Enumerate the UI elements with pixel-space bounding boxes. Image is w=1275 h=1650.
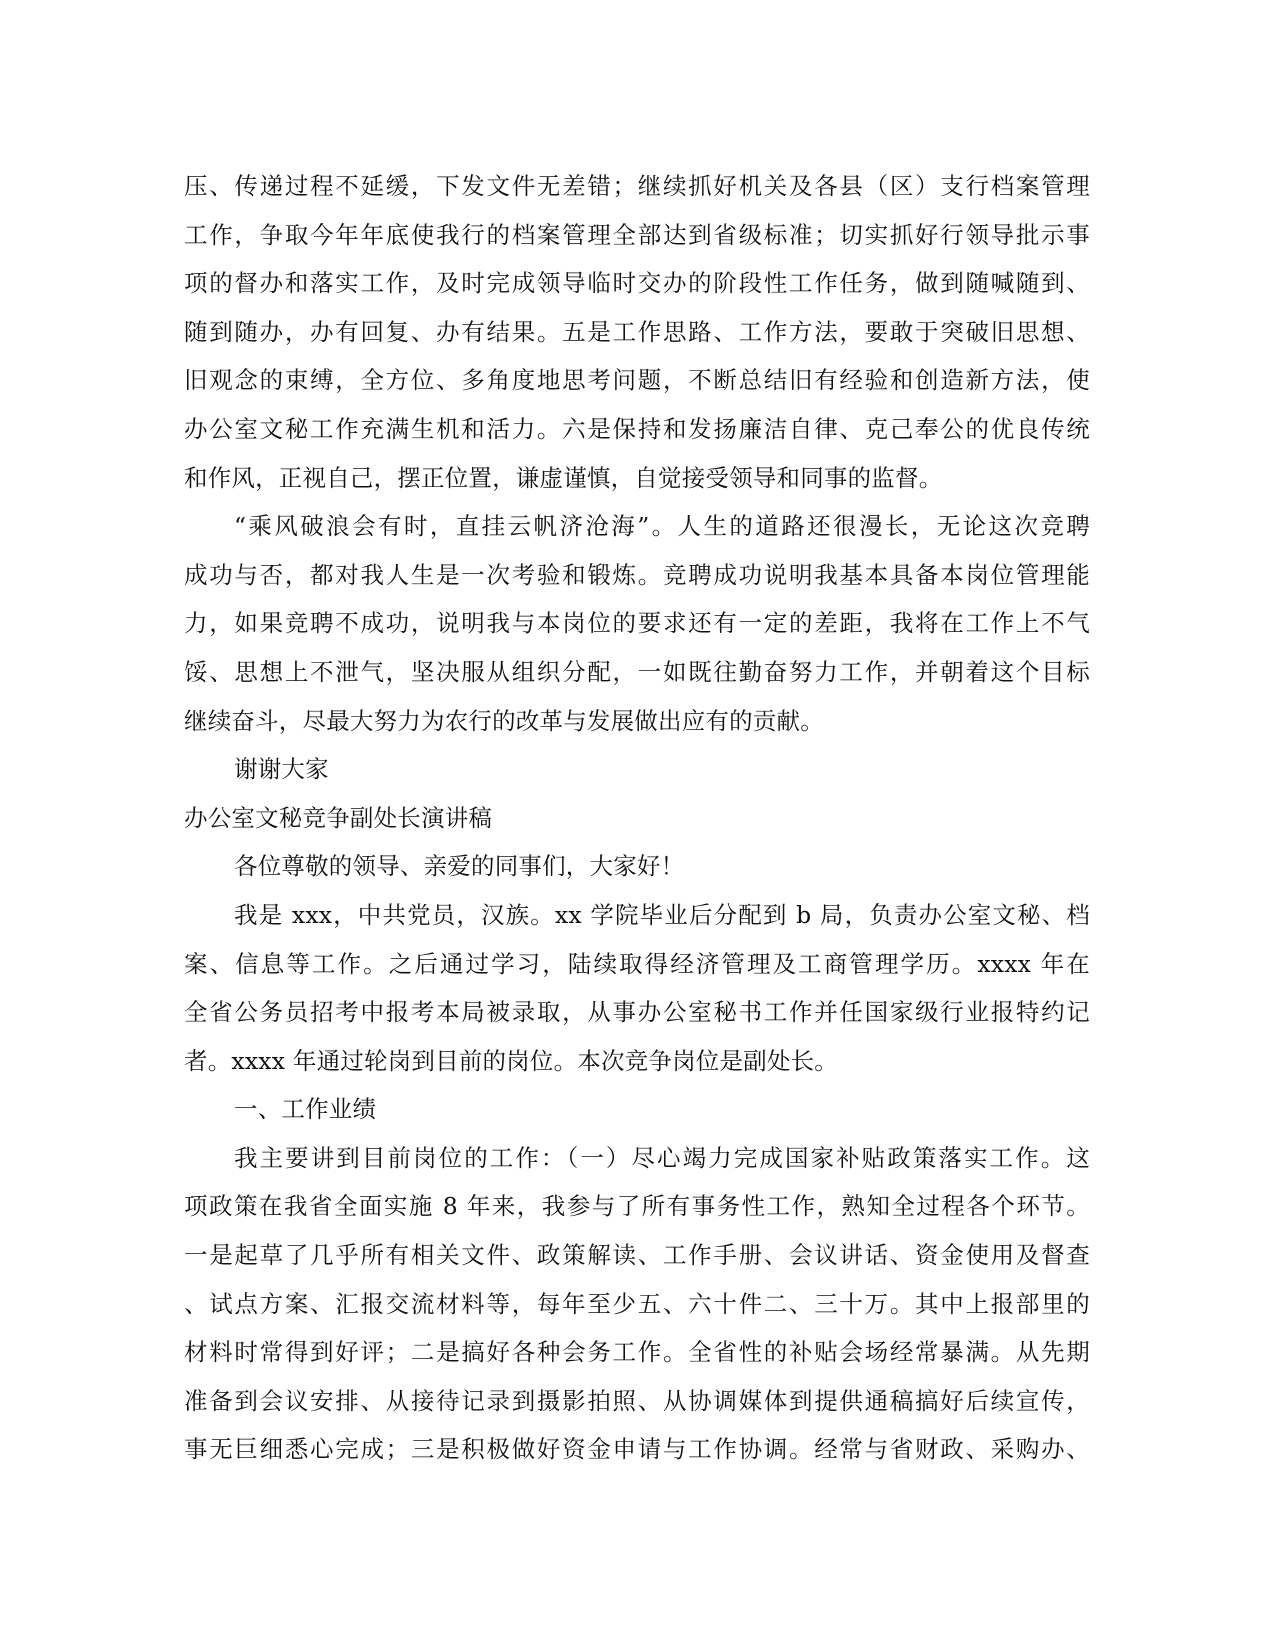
text-line: 工作，争取今年年底使我行的档案管理全部达到省级标准；切实抓好行领导批示事 [184, 220, 1090, 249]
text-line: 者。xxxx 年通过轮岗到目前的岗位。本次竞争岗位是副处长。 [184, 1046, 838, 1075]
text-line: 事无巨细悉心完成；三是积极做好资金申请与工作协调。经常与省财政、采购办、 [184, 1435, 1090, 1464]
text-line: 一是起草了几乎所有相关文件、政策解读、工作手册、会议讲话、资金使用及督查 [184, 1241, 1090, 1270]
text-line: 材料时常得到好评；二是搞好各种会务工作。全省性的补贴会场经常暴满。从先期 [184, 1338, 1090, 1367]
text-line: 项政策在我省全面实施 8 年来，我参与了所有事务性工作，熟知全过程各个环节。 [184, 1192, 1090, 1221]
text-line: 馁、思想上不泄气，坚决服从组织分配，一如既往勤奋努力工作，并朝着这个目标 [184, 657, 1090, 686]
text-line: 一、工作业绩 [234, 1095, 377, 1124]
text-line: 我主要讲到目前岗位的工作：（一）尽心竭力完成国家补贴政策落实工作。这 [234, 1143, 1090, 1172]
text-line: 成功与否，都对我人生是一次考验和锻炼。竞聘成功说明我基本具备本岗位管理能 [184, 560, 1090, 589]
text-line: 旧观念的束缚，全方位、多角度地思考问题，不断总结旧有经验和创造新方法，使 [184, 366, 1090, 395]
text-line: 谢谢大家 [234, 755, 329, 784]
text-line: 案、信息等工作。之后通过学习，陆续取得经济管理及工商管理学历。xxxx 年在 [184, 949, 1090, 978]
text-line: 、试点方案、汇报交流材料等，每年至少五、六十件二、三十万。其中上报部里的 [184, 1289, 1090, 1318]
text-line: 压、传递过程不延缓，下发文件无差错；继续抓好机关及各县（区）支行档案管理 [184, 172, 1090, 200]
document-body [184, 162, 1090, 1474]
text-line: 全省公务员招考中报考本局被录取，从事办公室秘书工作并任国家级行业报特约记 [184, 998, 1090, 1027]
text-line: “乘风破浪会有时，直挂云帆济沧海”。人生的道路还很漫长，无论这次竞聘 [234, 512, 1090, 541]
text-line: 和作风，正视自己，摆正位置，谦虚谨慎，自觉接受领导和同事的监督。 [184, 463, 943, 492]
text-line: 办公室文秘竞争副处长演讲稿 [184, 803, 493, 832]
text-line: 继续奋斗，尽最大努力为农行的改革与发展做出应有的贡献。 [184, 706, 824, 735]
text-line: 各位尊敬的领导、亲爱的同事们，大家好！ [234, 852, 685, 881]
text-line: 力，如果竞聘不成功，说明我与本岗位的要求还有一定的差距，我将在工作上不气 [184, 609, 1090, 638]
text-line: 我是 xxx，中共党员，汉族。xx 学院毕业后分配到 b 局，负责办公室文秘、档 [234, 900, 1090, 929]
text-line: 项的督办和落实工作，及时完成领导临时交办的阶段性工作任务，做到随喊随到、 [184, 269, 1090, 298]
text-line: 准备到会议安排、从接待记录到摄影拍照、从协调媒体到提供通稿搞好后续宣传， [184, 1386, 1090, 1415]
text-line: 办公室文秘工作充满生机和活力。六是保持和发扬廉洁自律、克己奉公的优良传统 [184, 414, 1090, 443]
text-line: 随到随办，办有回复、办有结果。五是工作思路、工作方法，要敢于突破旧思想、 [184, 317, 1090, 346]
